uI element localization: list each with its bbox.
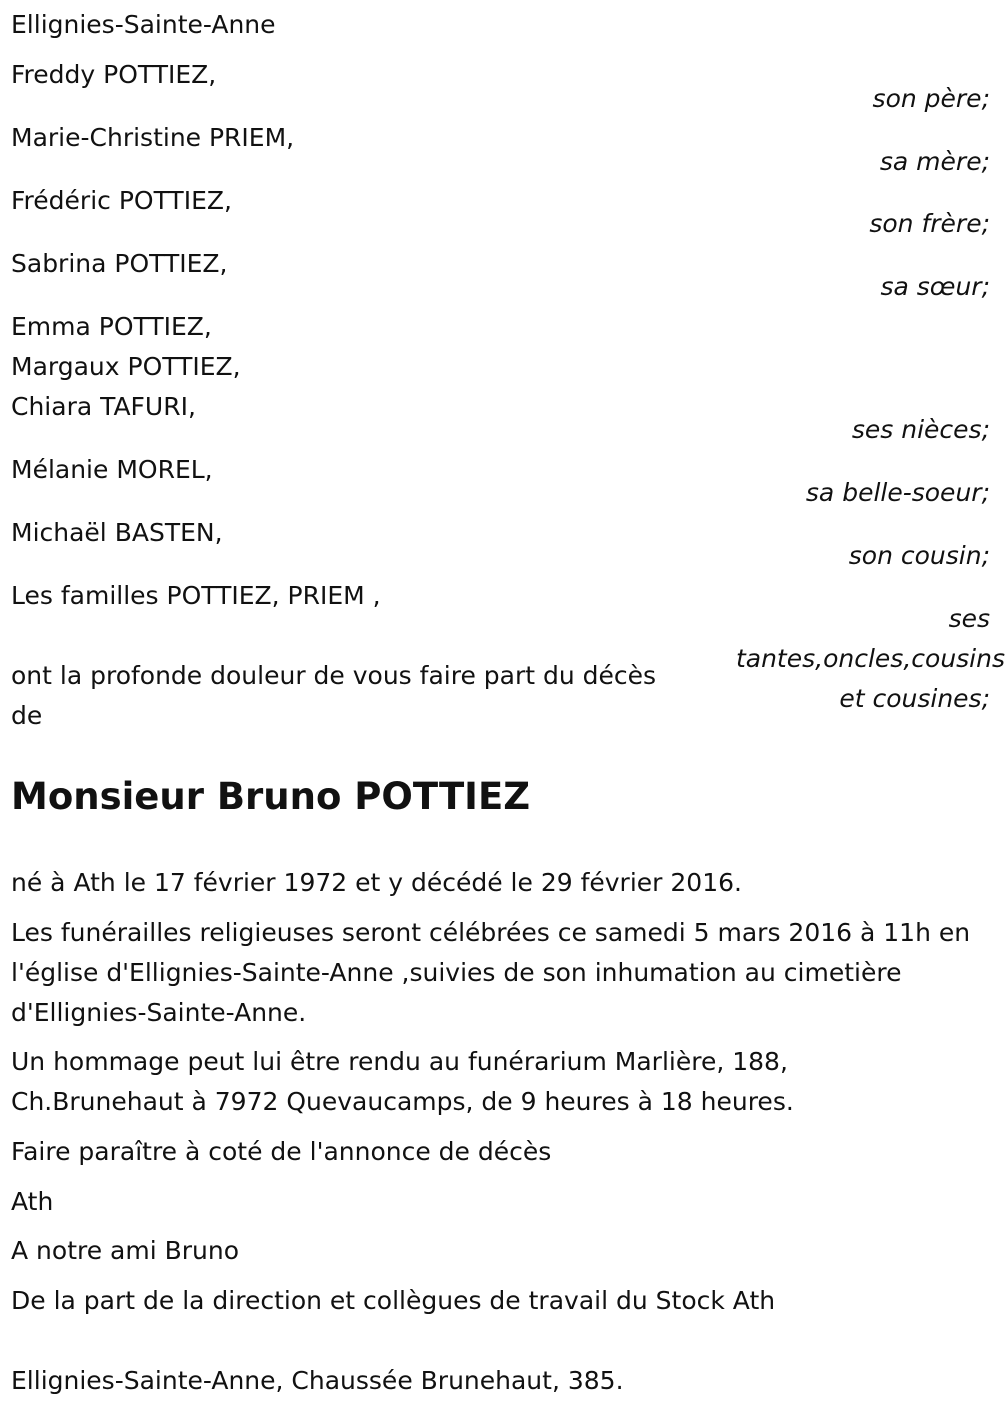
deceased-name: Monsieur Bruno POTTIEZ [11, 775, 531, 818]
note-paragraph: Faire paraître à coté de l'annonce de décès [11, 1137, 552, 1166]
family-name: Emma POTTIEZ, [11, 312, 212, 341]
family-name: Frédéric POTTIEZ, [11, 186, 232, 215]
tribute-paragraph: Un hommage peut lui être rendu au funérarium Marlière, 188, Ch.Brunehaut à 7972 Quevaucamps, de 9 heures à 18 heures. [11, 1047, 794, 1116]
family-role: tantes,oncles,cousins [735, 644, 1005, 673]
family-role: sa belle-soeur; [805, 478, 990, 507]
family-role: sa mère; [879, 147, 990, 176]
family-name: Margaux POTTIEZ, [11, 352, 241, 381]
family-role: son frère; [869, 209, 990, 238]
family-name: Freddy POTTIEZ, [11, 60, 217, 89]
family-name: Marie-Christine PRIEM, [11, 123, 295, 152]
header-location: Ellignies-Sainte-Anne [11, 10, 276, 39]
family-role: son cousin; [848, 541, 990, 570]
family-role: ses [948, 604, 990, 633]
birth-death-paragraph: né à Ath le 17 février 1972 et y décédé le 29 février 2016. [11, 868, 742, 897]
family-name: Michaël BASTEN, [11, 518, 223, 547]
announcement-line: de [11, 701, 43, 730]
family-role: sa sœur; [880, 272, 990, 301]
family-role: ses nièces; [851, 415, 990, 444]
family-name: Sabrina POTTIEZ, [11, 249, 228, 278]
family-name: Chiara TAFURI, [11, 392, 196, 421]
note-friend: A notre ami Bruno [11, 1236, 240, 1265]
family-role: et cousines; [839, 684, 990, 713]
family-role: son père; [872, 84, 990, 113]
address: Ellignies-Sainte-Anne, Chaussée Brunehaut, 385. [11, 1366, 624, 1395]
announcement-line: ont la profonde douleur de vous faire part du décès [11, 661, 657, 690]
funeral-paragraph: Les funérailles religieuses seront célébrées ce samedi 5 mars 2016 à 11h en l'église d'Ellignies-Sainte-Anne ,suivies de son inhumation au cimetière d'Ellignies-Sainte-Anne. [11, 918, 971, 1027]
family-name: Les familles POTTIEZ, PRIEM , [11, 581, 381, 610]
family-name: Mélanie MOREL, [11, 455, 213, 484]
note-from: De la part de la direction et collègues de travail du Stock Ath [11, 1286, 776, 1315]
note-city: Ath [11, 1187, 54, 1216]
